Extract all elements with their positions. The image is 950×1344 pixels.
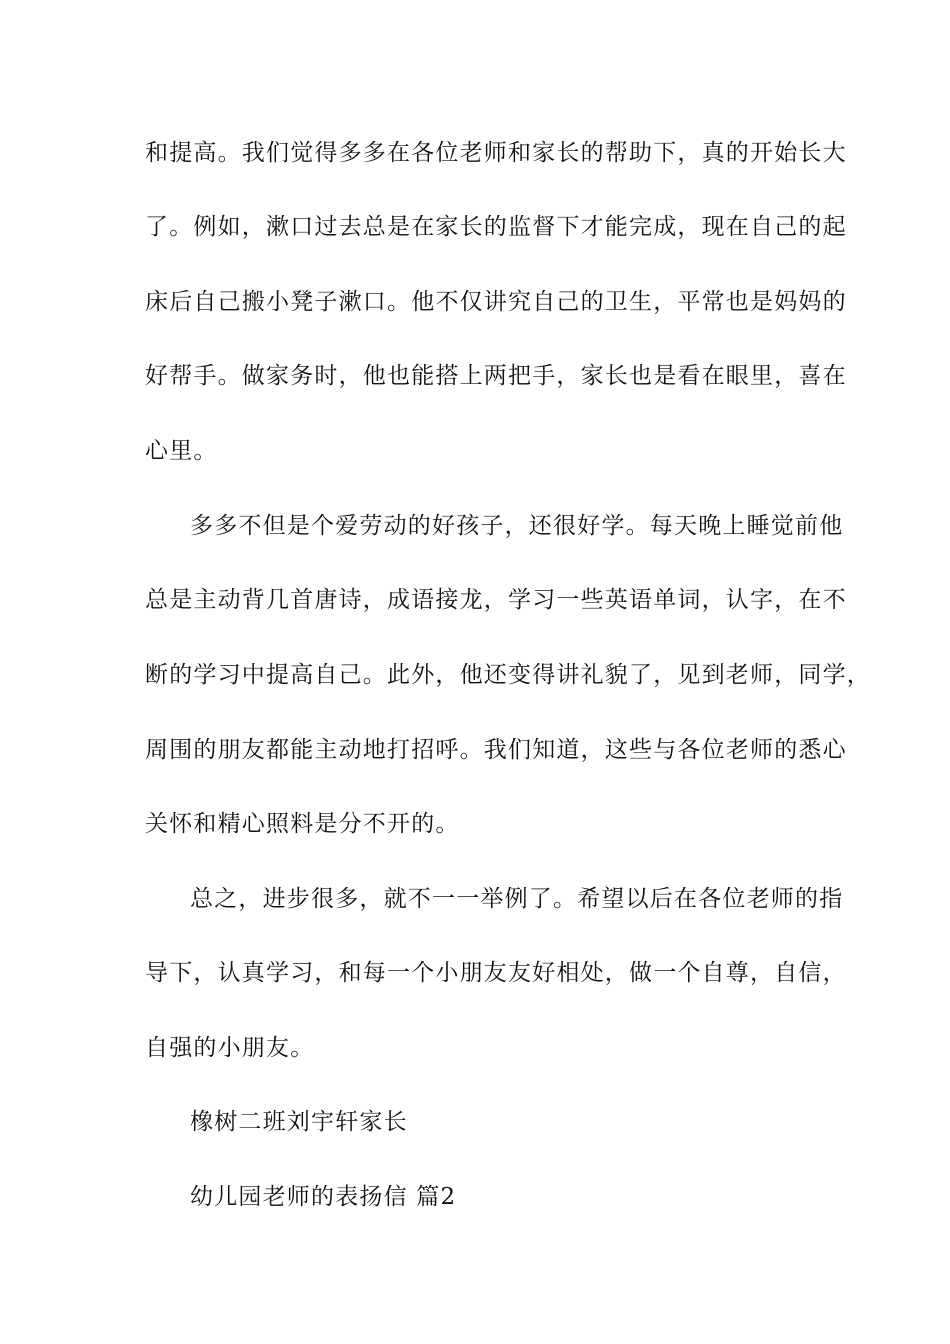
paragraph-1-line-1: 和提高。我们觉得多多在各位老师和家长的帮助下，真的开始长大 xyxy=(145,140,847,166)
paragraph-3-line-1: 总之，进步很多，就不一一举例了。希望以后在各位老师的指 xyxy=(190,886,844,912)
paragraph-2-line-4: 周围的朋友都能主动地打招呼。我们知道，这些与各位老师的悉心 xyxy=(145,737,847,763)
paragraph-1-line-5: 心里。 xyxy=(145,438,218,464)
paragraph-2-line-5: 关怀和精心照料是分不开的。 xyxy=(145,811,460,837)
paragraph-3-line-3: 自强的小朋友。 xyxy=(145,1035,315,1061)
signature: 橡树二班刘宇轩家长 xyxy=(190,1109,408,1135)
paragraph-1-line-2: 了。例如，漱口过去总是在家长的监督下才能完成，现在自己的起 xyxy=(145,214,847,240)
paragraph-2-line-2: 总是主动背几首唐诗，成语接龙，学习一些英语单词，认字，在不 xyxy=(145,587,847,613)
paragraph-1-line-3: 床后自己搬小凳子漱口。他不仅讲究自己的卫生，平常也是妈妈的 xyxy=(145,289,847,315)
paragraph-3-line-2: 导下，认真学习，和每一个小朋友友好相处，做一个自尊，自信， xyxy=(145,960,847,986)
paragraph-2-line-3: 断的学习中提高自己。此外，他还变得讲礼貌了，见到老师，同学， xyxy=(145,662,871,688)
paragraph-1-line-4: 好帮手。做家务时，他也能搭上两把手，家长也是看在眼里，喜在 xyxy=(145,363,847,389)
paragraph-2-line-1: 多多不但是个爱劳动的好孩子，还很好学。每天晚上睡觉前他 xyxy=(190,513,844,539)
section-heading: 幼儿园老师的表扬信 篇2 xyxy=(190,1184,457,1210)
